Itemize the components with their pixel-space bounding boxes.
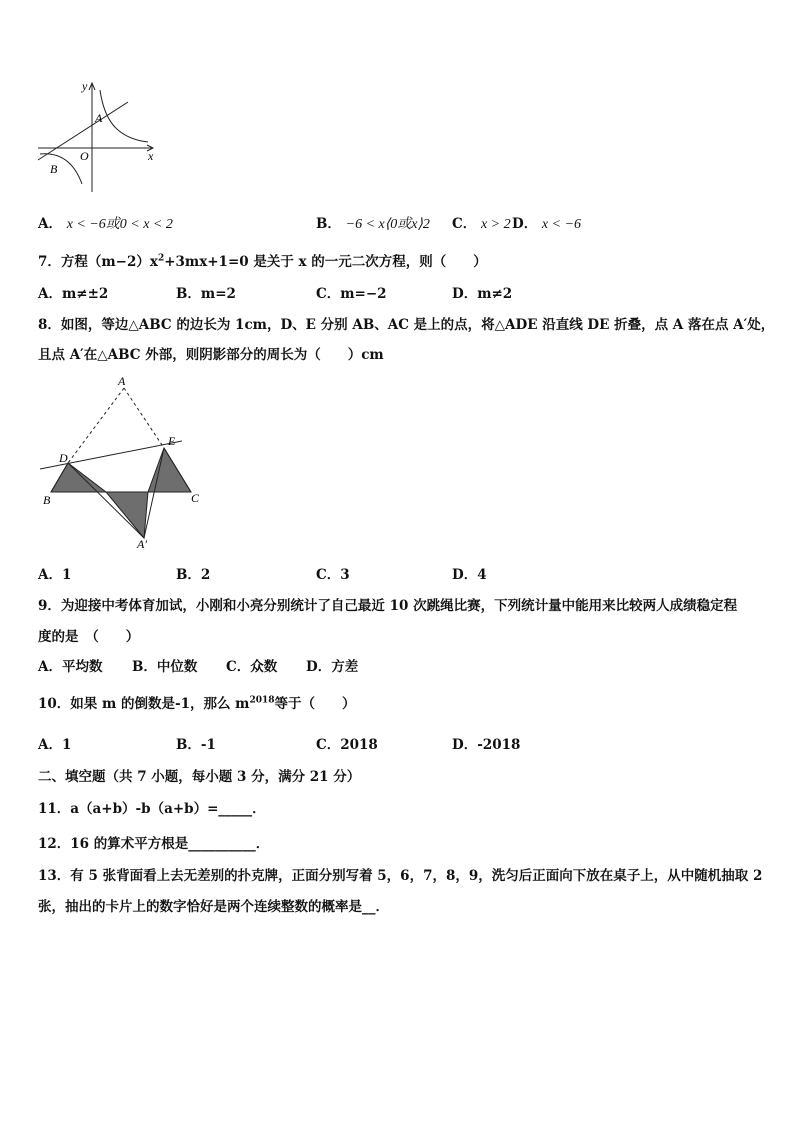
q8-option-D: D．4 <box>452 567 487 583</box>
q8-figure <box>36 372 211 552</box>
q7-stem-pre: 7．方程（m−2）x <box>38 254 158 270</box>
q6-option-C <box>452 212 511 233</box>
q6-option-A <box>38 212 173 233</box>
q6-option-C-letter: C． <box>452 216 477 232</box>
q6-option-D-letter: D． <box>512 216 538 232</box>
q10-option-C: C．2018 <box>316 737 378 753</box>
q13-stem-line2: 张，抽出的卡片上的数字恰好是两个连续整数的概率是__． <box>38 899 389 915</box>
label-O: O <box>80 149 89 163</box>
q9-stem-line1: 9．为迎接中考体育加试，小刚和小亮分别统计了自己最近 10 次跳绳比赛，下列统计量中能用来比较两人成绩稳定程 <box>38 598 738 614</box>
q8-option-A: A．1 <box>38 567 72 583</box>
q8-stem-line1: 8．如图，等边△ABC 的边长为 1cm，D、E 分别 AB、AC 是上的点，将△ADE 沿直线 DE 折叠，点 A 落在点 A′处， <box>38 317 775 333</box>
q6-graph <box>30 78 165 196</box>
q10-stem-post: 等于（ ） <box>274 696 356 712</box>
label-x: x <box>148 149 154 163</box>
q10-option-D: D．-2018 <box>452 737 521 753</box>
label-D: D <box>59 451 68 465</box>
q10-stem-sup: 2018 <box>249 695 275 706</box>
section-2-heading: 二、填空题（共 7 小题，每小题 3 分，满分 21 分） <box>38 769 361 785</box>
q7-stem-sup: 2 <box>157 253 165 264</box>
q9-option-B: B．中位数 <box>132 659 198 675</box>
q7-option-B: B．m=2 <box>176 286 236 302</box>
label-C: C <box>191 491 200 505</box>
q6-option-D <box>512 212 581 233</box>
q7-option-D: D．m≠2 <box>452 286 513 302</box>
q6-option-A-text: x < −6或0 < x < 2 <box>66 217 173 232</box>
q9-option-A: A．平均数 <box>38 659 103 675</box>
q10-option-A: A．1 <box>38 737 72 753</box>
label-B: B <box>50 162 58 176</box>
label-A: A <box>118 374 126 388</box>
q13-stem-line1: 13．有 5 张背面看上去无差别的扑克牌，正面分别写着 5，6，7，8，9，洗匀后正面向下放在桌子上，从中随机抽取 2 <box>38 868 763 884</box>
label-A-prime: A′ <box>137 537 147 551</box>
q10-option-B: B．-1 <box>176 737 216 753</box>
q7-option-C: C．m=−2 <box>316 286 387 302</box>
label-A: A <box>95 111 103 125</box>
hyperbola-branch-3 <box>40 154 82 184</box>
dashed-A-D <box>68 388 124 463</box>
q9-stem-line2: 度的是 （ ） <box>38 629 140 645</box>
q7-option-A: A．m≠±2 <box>38 286 109 302</box>
q10-stem-pre: 10．如果 m 的倒数是-1，那么 m <box>38 696 250 712</box>
q6-option-A-letter: A． <box>38 216 62 232</box>
q6-option-B <box>316 212 430 233</box>
label-B: B <box>43 493 51 507</box>
q6-option-D-text: x < −6 <box>541 217 582 232</box>
shaded-quad-bottom <box>106 492 148 538</box>
q7-stem-post: +3mx+1=0 是关于 x 的一元二次方程，则（ ） <box>164 254 487 270</box>
q7-stem <box>38 250 487 270</box>
q8-option-C: C．3 <box>316 567 350 583</box>
dashed-A-E <box>124 388 164 448</box>
q6-option-C-text: x > 2 <box>480 217 511 232</box>
label-y: y <box>82 79 88 93</box>
q11-stem: 11．a（a+b）-b（a+b）=_____． <box>38 801 266 817</box>
hyperbola-branch-1 <box>100 90 148 142</box>
q9-option-C: C．众数 <box>226 659 278 675</box>
q9-option-D: D．方差 <box>306 659 359 675</box>
label-E: E <box>168 434 176 448</box>
q6-option-B-letter: B． <box>316 216 341 232</box>
q8-stem-line2: 且点 A′在△ABC 外部，则阴影部分的周长为（ ）cm <box>38 347 384 363</box>
q6-option-B-text: −6 < x⟨0或x⟩2 <box>345 217 430 232</box>
shaded-triangle-right <box>148 448 191 492</box>
q12-stem: 12．16 的算术平方根是__________． <box>38 836 270 852</box>
q8-option-B: B．2 <box>176 567 211 583</box>
q10-stem <box>38 692 356 712</box>
